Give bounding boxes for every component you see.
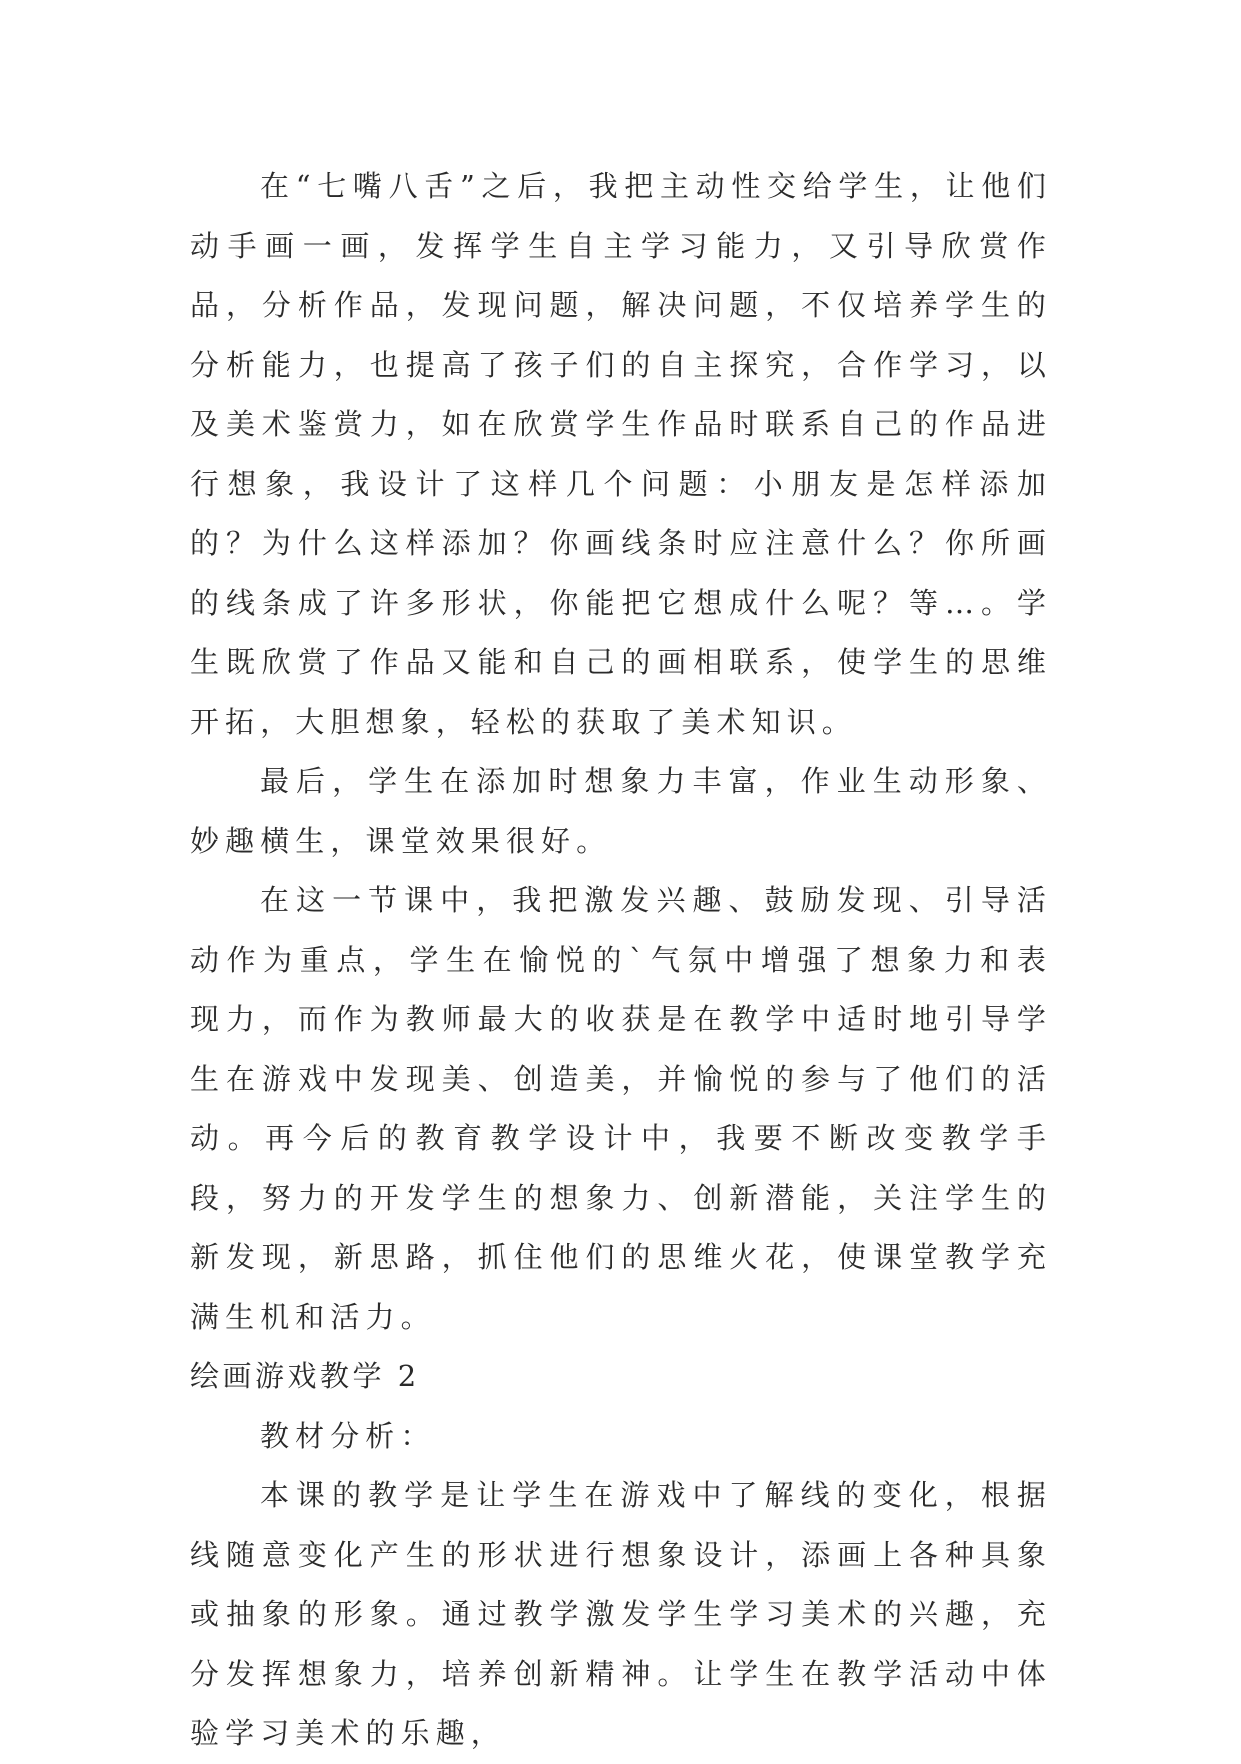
paragraph-material-analysis: 本课的教学是让学生在游戏中了解线的变化，根据线随意变化产生的形状进行想象设计，添画上各种具象或抽象的形象。通过教学激发学生学习美术的兴趣，充分发挥想象力，培养创新精神。让学生在教学活动中体验学习美术的乐趣， bbox=[190, 1478, 1052, 1750]
paragraph-reflection-2: 最后，学生在添加时想象力丰富，作业生动形象、妙趣横生，课堂效果很好。 bbox=[190, 764, 1052, 858]
paragraph-reflection-3: 在这一节课中，我把激发兴趣、鼓励发现、引导活动作为重点，学生在愉悦的`气氛中增强了想象力和表现力，而作为教师最大的收获是在教学中适时地引导学生在游戏中发现美、创造美，并愉悦的参与了他们的活动。再今后的教育教学设计中，我要不断改变教学手段，努力的开发学生的想象力、创新潜能，关注学生的新发现，新思路，抓住他们的思维火花，使课堂教学充满生机和活力。 bbox=[190, 883, 1052, 1334]
document-body bbox=[190, 157, 1052, 1764]
paragraph-reflection-1: 在“七嘴八舌”之后，我把主动性交给学生，让他们动手画一画，发挥学生自主学习能力，又引导欣赏作品，分析作品，发现问题，解决问题，不仅培养学生的分析能力，也提高了孩子们的自主探究，合作学习，以及美术鉴赏力，如在欣赏学生作品时联系自己的作品进行想象，我设计了这样几个问题：小朋友是怎样添加的？为什么这样添加？你画线条时应注意什么？你所画的线条成了许多形状，你能把它想成什么呢？等…。学生既欣赏了作品又能和自己的画相联系，使学生的思维开拓，大胆想象，轻松的获取了美术知识。 bbox=[190, 169, 1052, 739]
section-label: 教材分析： bbox=[260, 1418, 436, 1453]
section-heading: 绘画游戏教学 2 bbox=[190, 1359, 420, 1393]
